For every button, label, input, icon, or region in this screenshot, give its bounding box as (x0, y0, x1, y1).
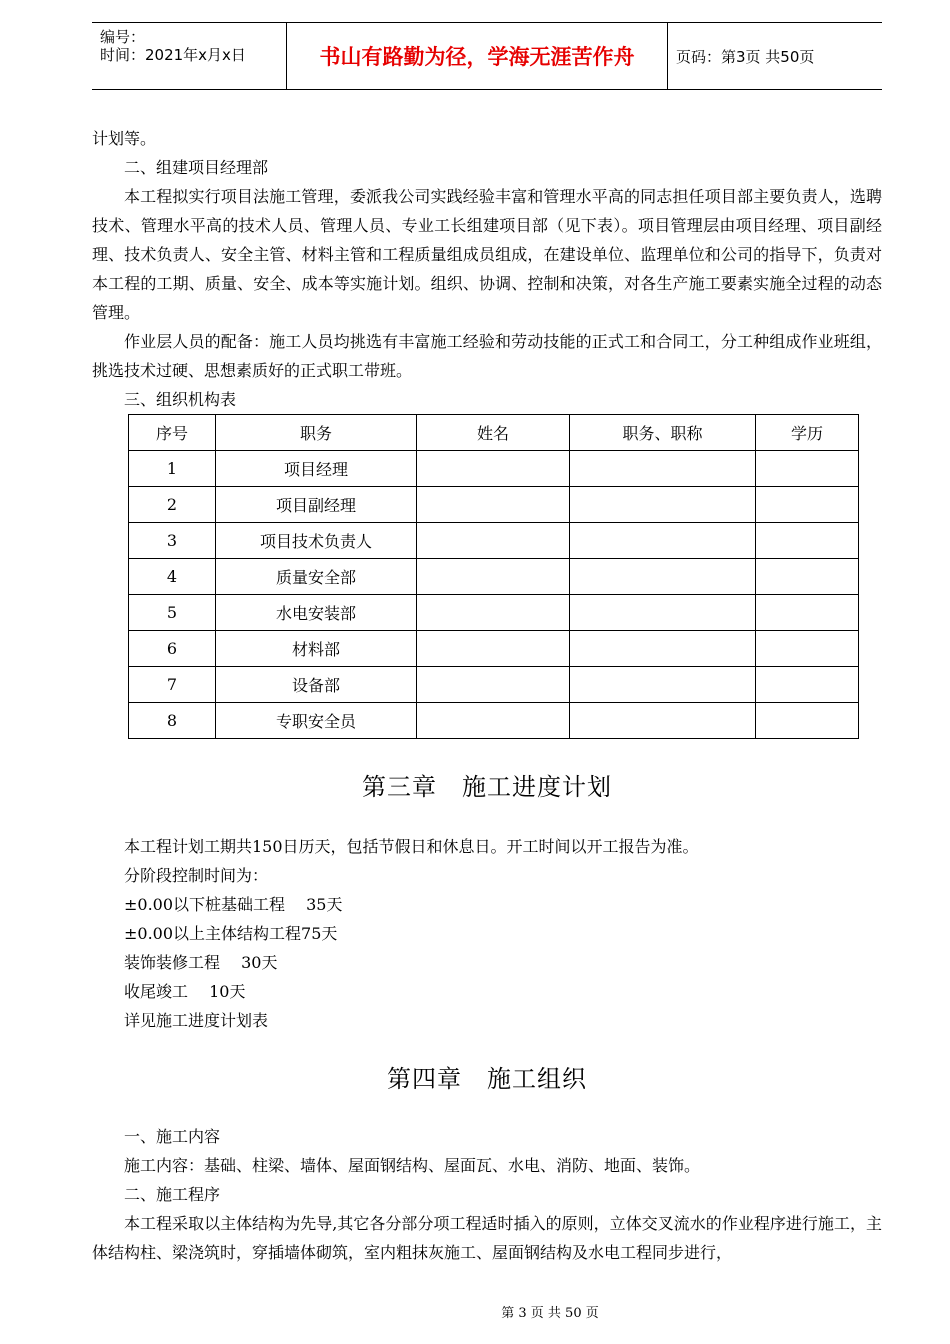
table-row (129, 451, 859, 487)
table-cell (417, 703, 570, 739)
table-cell: 6 (129, 631, 216, 667)
table-header: 职务 (216, 415, 417, 451)
table-header: 职务、职称 (570, 415, 756, 451)
table-cell (570, 451, 756, 487)
table-cell: 3 (129, 523, 216, 559)
table-cell (756, 487, 859, 523)
table-cell (756, 559, 859, 595)
table-cell: 质量安全部 (216, 559, 417, 595)
table-cell: 8 (129, 703, 216, 739)
table-header: 序号 (129, 415, 216, 451)
table-cell: 设备部 (216, 667, 417, 703)
document-number-label: 编号： (100, 28, 146, 46)
text-line: 分阶段控制时间为： (124, 866, 269, 885)
header-motto: 书山有路勤为径，学海无涯苦作舟 (286, 23, 668, 89)
table-cell (570, 559, 756, 595)
table-cell: 项目副经理 (216, 487, 417, 523)
table-cell: 2 (129, 487, 216, 523)
table-cell (417, 667, 570, 703)
table-header: 姓名 (417, 415, 570, 451)
section-heading: 一、施工内容 (124, 1127, 221, 1146)
header-page-label: 页码：第3页 共50页 (676, 47, 815, 66)
table-cell (570, 667, 756, 703)
table-cell (570, 595, 756, 631)
table-cell (417, 559, 570, 595)
table-row (129, 667, 859, 703)
table-cell: 项目经理 (216, 451, 417, 487)
table-cell (756, 451, 859, 487)
table-row (129, 703, 859, 739)
organization-table (128, 414, 859, 739)
document-body (92, 124, 882, 1267)
chapter-title: 第四章 施工组织 (387, 1065, 587, 1093)
table-row (129, 523, 859, 559)
table-cell (756, 667, 859, 703)
table-cell: 专职安全员 (216, 703, 417, 739)
table-header-row (129, 415, 859, 451)
page-footer (0, 1302, 950, 1321)
table-cell: 项目技术负责人 (216, 523, 417, 559)
table-row (129, 487, 859, 523)
table-cell (756, 703, 859, 739)
section-heading: 三、组织机构表 (124, 390, 237, 409)
table-cell (570, 631, 756, 667)
paragraph: 本工程拟实行项目法施工管理，委派我公司实践经验丰富和管理水平高的同志担任项目部主要负责人，选聘技术、管理水平高的技术人员、管理人员、专业工长组建项目部（见下表）。项目管理层由项目经理、项目副经理、技术负责人、安全主管、材料主管和工程质量组成员组成，在建设单位、监理单位和公司的指导下，负责对本工程的工期、质量、安全、成本等实施计划。组织、协调、控制和决策，对各生产施工要素实施全过程的动态管理。 (92, 187, 882, 322)
paragraph: 作业层人员的配备：施工人员均挑选有丰富施工经验和劳动技能的正式工和合同工，分工种组成作业班组，挑选技术过硬、思想素质好的正式职工带班。 (92, 332, 882, 380)
table-cell: 4 (129, 559, 216, 595)
text-line: 施工内容：基础、柱梁、墙体、屋面钢结构、屋面瓦、水电、消防、地面、装饰。 (124, 1156, 701, 1175)
paragraph: 计划等。 (92, 129, 157, 148)
paragraph: 本工程采取以主体结构为先导,其它各分部分项工程适时插入的原则，立体交叉流水的作业程序进行施工，主体结构柱、梁浇筑时，穿插墙体砌筑，室内粗抹灰施工、屋面钢结构及水电工程同步进行， (92, 1214, 882, 1262)
page-header (92, 22, 882, 90)
header-left (92, 23, 286, 89)
table-cell (570, 487, 756, 523)
table-cell (570, 523, 756, 559)
page-number: 第 3 页 共 50 页 (501, 1306, 599, 1321)
table-cell: 水电安装部 (216, 595, 417, 631)
table-cell: 材料部 (216, 631, 417, 667)
text-line: 详见施工进度计划表 (124, 1011, 269, 1030)
text-line: 收尾竣工 10天 (124, 982, 246, 1001)
text-line: 装饰装修工程 30天 (124, 953, 278, 972)
table-cell (417, 523, 570, 559)
text-line: ±0.00以上主体结构工程75天 (124, 924, 338, 943)
text-line: 本工程计划工期共150日历天，包括节假日和休息日。开工时间以开工报告为准。 (124, 837, 699, 856)
table-cell: 5 (129, 595, 216, 631)
table-cell (756, 595, 859, 631)
table-cell (417, 595, 570, 631)
table-cell (417, 631, 570, 667)
chapter-title: 第三章 施工进度计划 (362, 773, 612, 801)
table-cell (570, 703, 756, 739)
table-row (129, 595, 859, 631)
section-heading: 二、组建项目经理部 (124, 158, 269, 177)
table-cell (756, 523, 859, 559)
table-cell: 1 (129, 451, 216, 487)
table-cell: 7 (129, 667, 216, 703)
section-heading: 二、施工程序 (124, 1185, 221, 1204)
table-row (129, 631, 859, 667)
table-row (129, 559, 859, 595)
text-line: ±0.00以下桩基础工程 35天 (124, 895, 343, 914)
table-cell (756, 631, 859, 667)
table-cell (417, 451, 570, 487)
document-time-label: 时间：2021年x月x日 (100, 46, 246, 64)
table-header: 学历 (756, 415, 859, 451)
table-cell (417, 487, 570, 523)
